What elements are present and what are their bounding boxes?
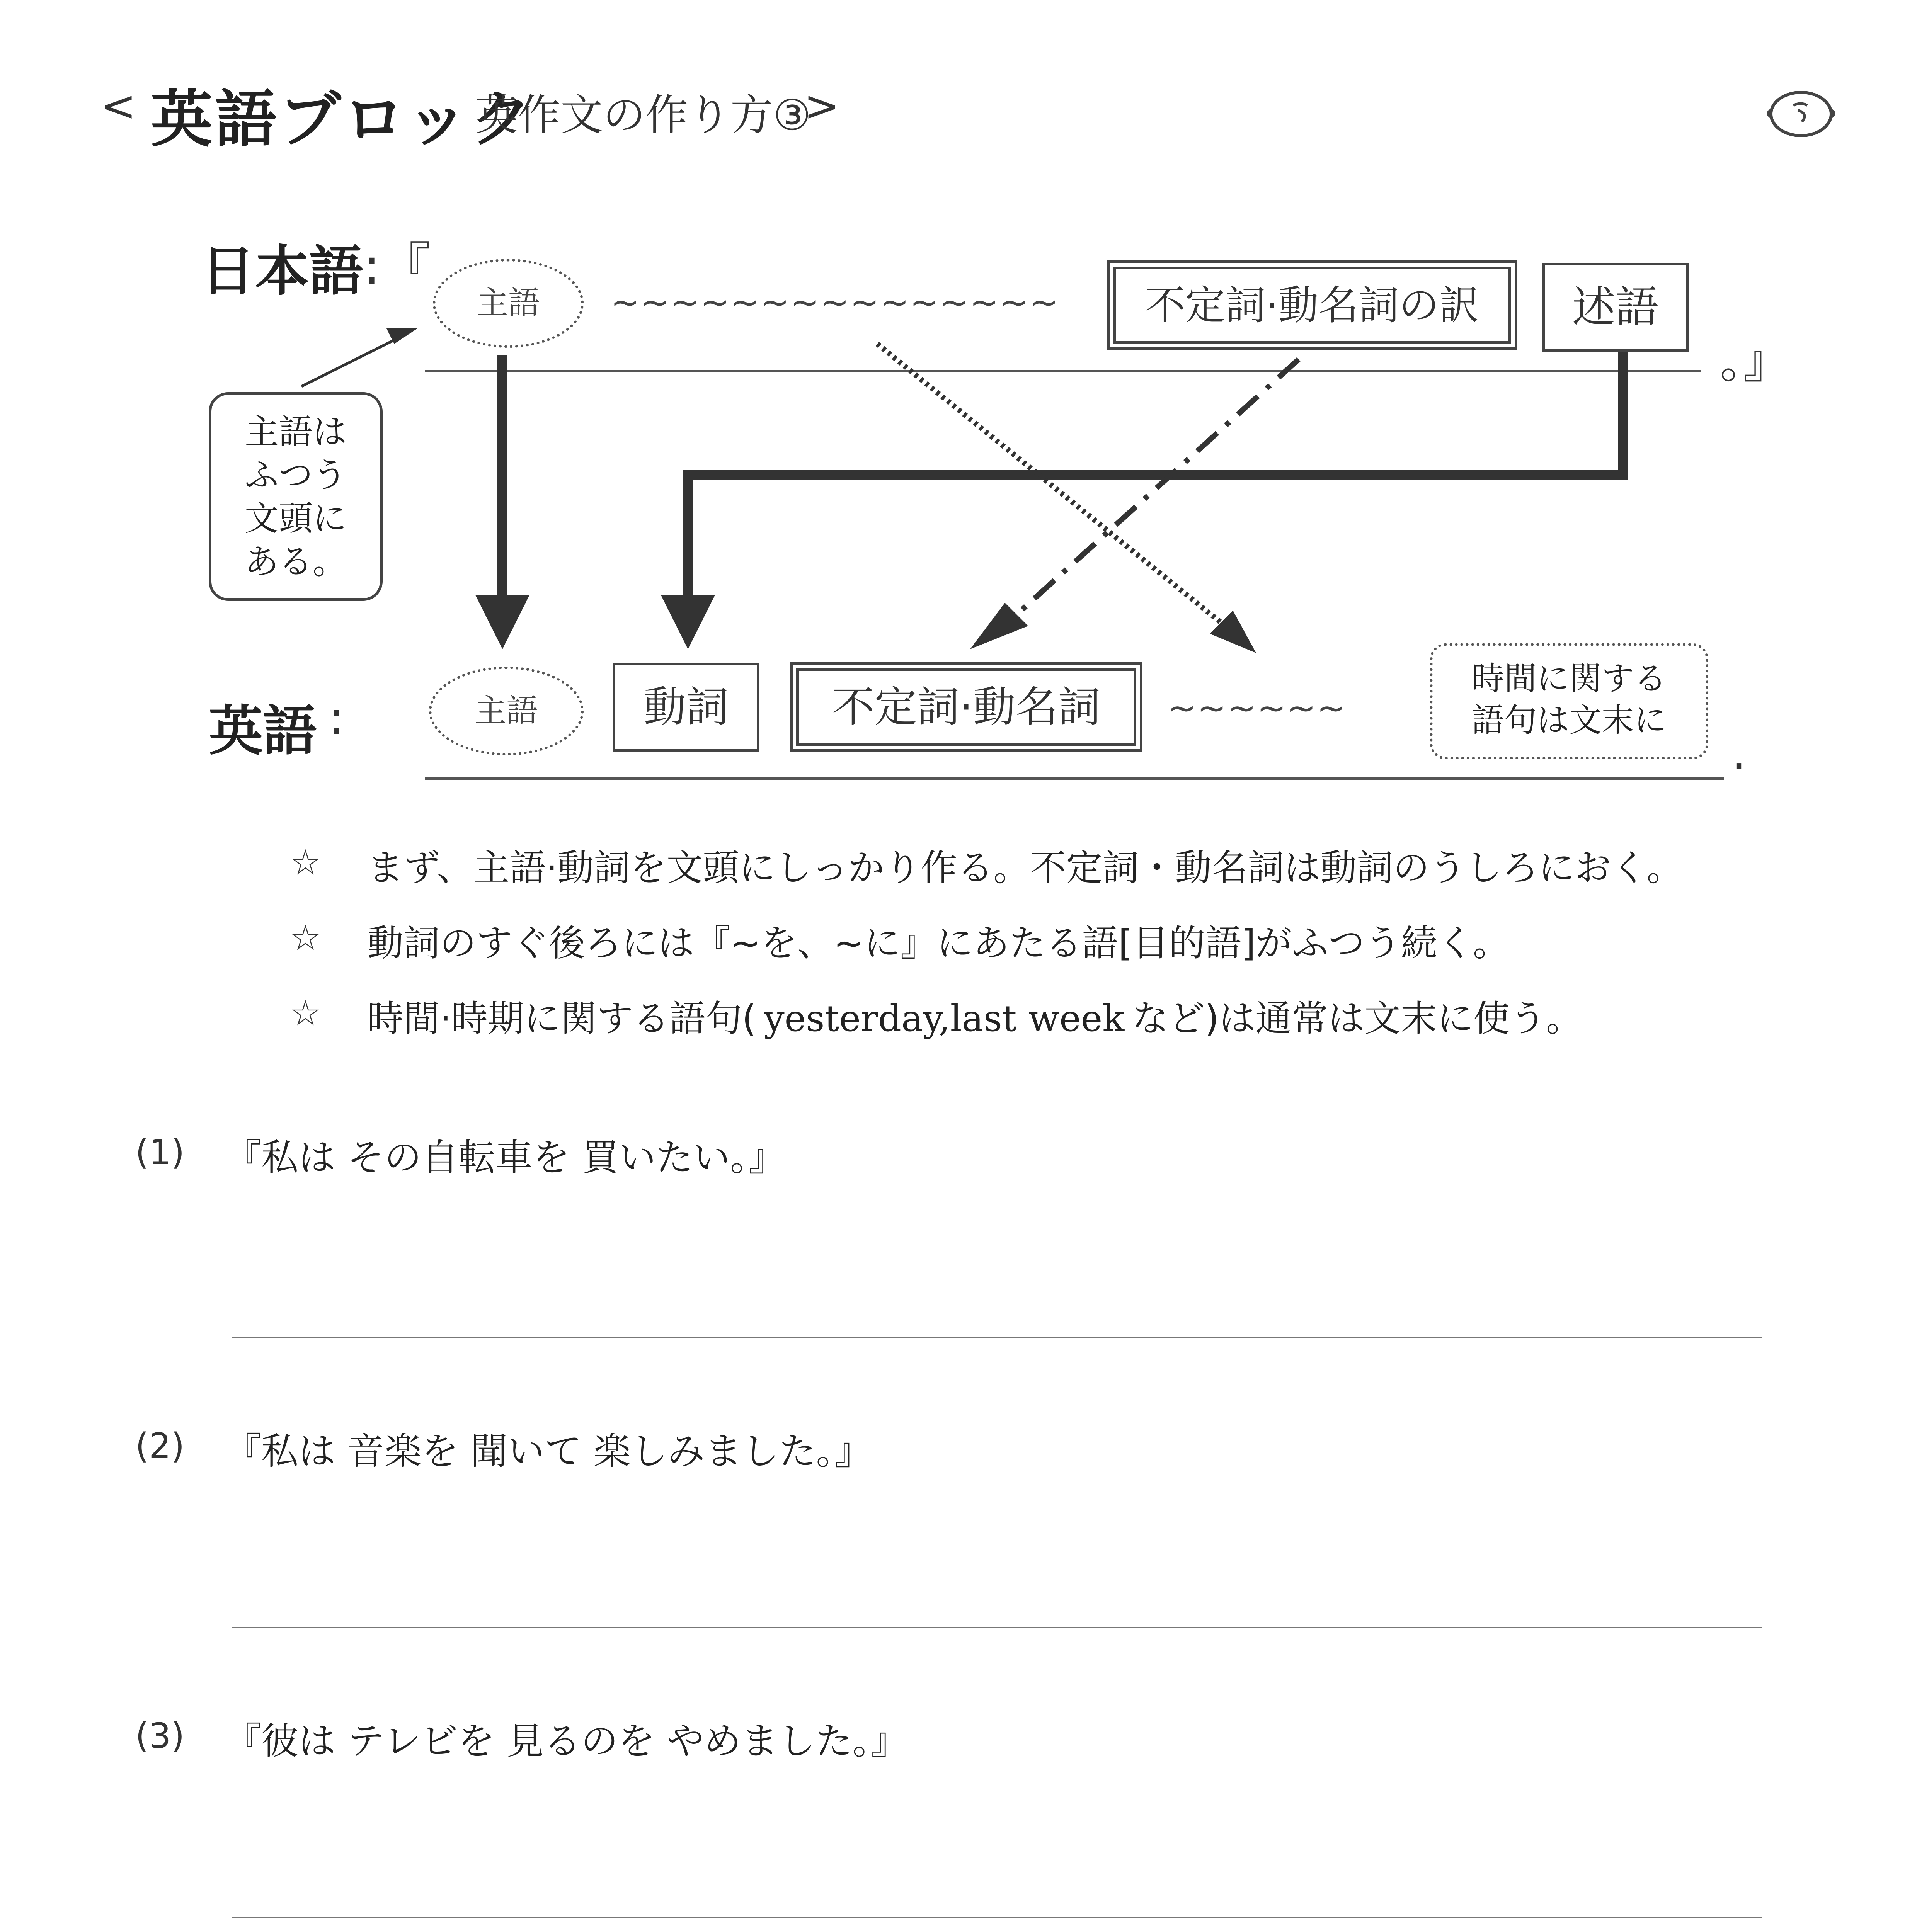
brand-logo-text: 英語ブロック bbox=[151, 83, 535, 155]
subject-en-ellipse: 主語 bbox=[429, 667, 584, 755]
question-text: 『私は 音楽を 聞いて 楽しみました。』 bbox=[224, 1430, 872, 1473]
subject-note-line-2: ふつう bbox=[244, 455, 347, 495]
question-number: (1) bbox=[135, 1132, 185, 1173]
answer-line[interactable] bbox=[232, 1917, 1762, 1918]
tilde-jp: ~~~~~~~~~~~~~~~ bbox=[611, 282, 1060, 323]
infinitive-gerund-box: 不定詞·動名詞 bbox=[796, 668, 1136, 746]
note-star-icon: ☆ bbox=[290, 918, 321, 958]
note-3-after: など)は通常は文末に使う。 bbox=[1132, 998, 1582, 1040]
question-text: 『私は その自転車を 買いたい。』 bbox=[224, 1136, 786, 1179]
time-note-line-1: 時間に関する bbox=[1471, 660, 1667, 697]
subject-note-line-4: ある。 bbox=[244, 542, 347, 582]
tilde-en: ~~~~~~ bbox=[1167, 688, 1347, 728]
question-number: (3) bbox=[135, 1716, 185, 1756]
subject-note-line-1: 主語は bbox=[244, 412, 347, 452]
japanese-end-bracket: 。』 bbox=[1720, 335, 1789, 389]
english-colon: : bbox=[329, 692, 344, 745]
english-label: 英語 bbox=[209, 700, 317, 763]
note-2: 動詞のすぐ後ろには『~を、~に』にあたる語[目的語]がふつう続く。 bbox=[367, 922, 1509, 964]
note-star-icon: ☆ bbox=[290, 842, 321, 883]
subject-note-line-3: 文頭に bbox=[244, 498, 347, 538]
question-number: (2) bbox=[135, 1426, 185, 1466]
header-close-bracket: > bbox=[804, 81, 840, 131]
note-1: まず、主語·動詞を文頭にしっかり作る。不定詞・動名詞は動詞のうしろにおく。 bbox=[367, 847, 1683, 889]
subject-note-callout bbox=[209, 392, 383, 601]
answer-line[interactable] bbox=[232, 1627, 1762, 1628]
note-3-english: yesterday,last week bbox=[764, 998, 1125, 1040]
answer-line[interactable] bbox=[232, 1337, 1762, 1338]
japanese-label: 日本語 bbox=[201, 240, 364, 303]
verb-box: 動詞 bbox=[613, 663, 759, 752]
infinitive-gerund-meaning-box: 不定詞·動名詞の訳 bbox=[1113, 267, 1511, 344]
question-text: 『彼は テレビを 見るのを やめました。』 bbox=[224, 1719, 908, 1763]
note-3 bbox=[367, 989, 1582, 1041]
note-3-before: 時間·時期に関する語句( bbox=[367, 998, 756, 1040]
time-note-callout bbox=[1430, 643, 1708, 759]
english-end-period: . bbox=[1731, 726, 1747, 780]
predicate-box: 述語 bbox=[1542, 263, 1689, 352]
note-star-icon: ☆ bbox=[290, 993, 321, 1034]
page-title: 英作文の作り方③ bbox=[475, 90, 811, 140]
japanese-colon-bracket: :『 bbox=[363, 237, 431, 296]
subject-jp-ellipse: 主語 bbox=[433, 259, 584, 348]
header-open-bracket: < bbox=[100, 81, 136, 131]
time-note-line-2: 語句は文末に bbox=[1471, 701, 1667, 739]
